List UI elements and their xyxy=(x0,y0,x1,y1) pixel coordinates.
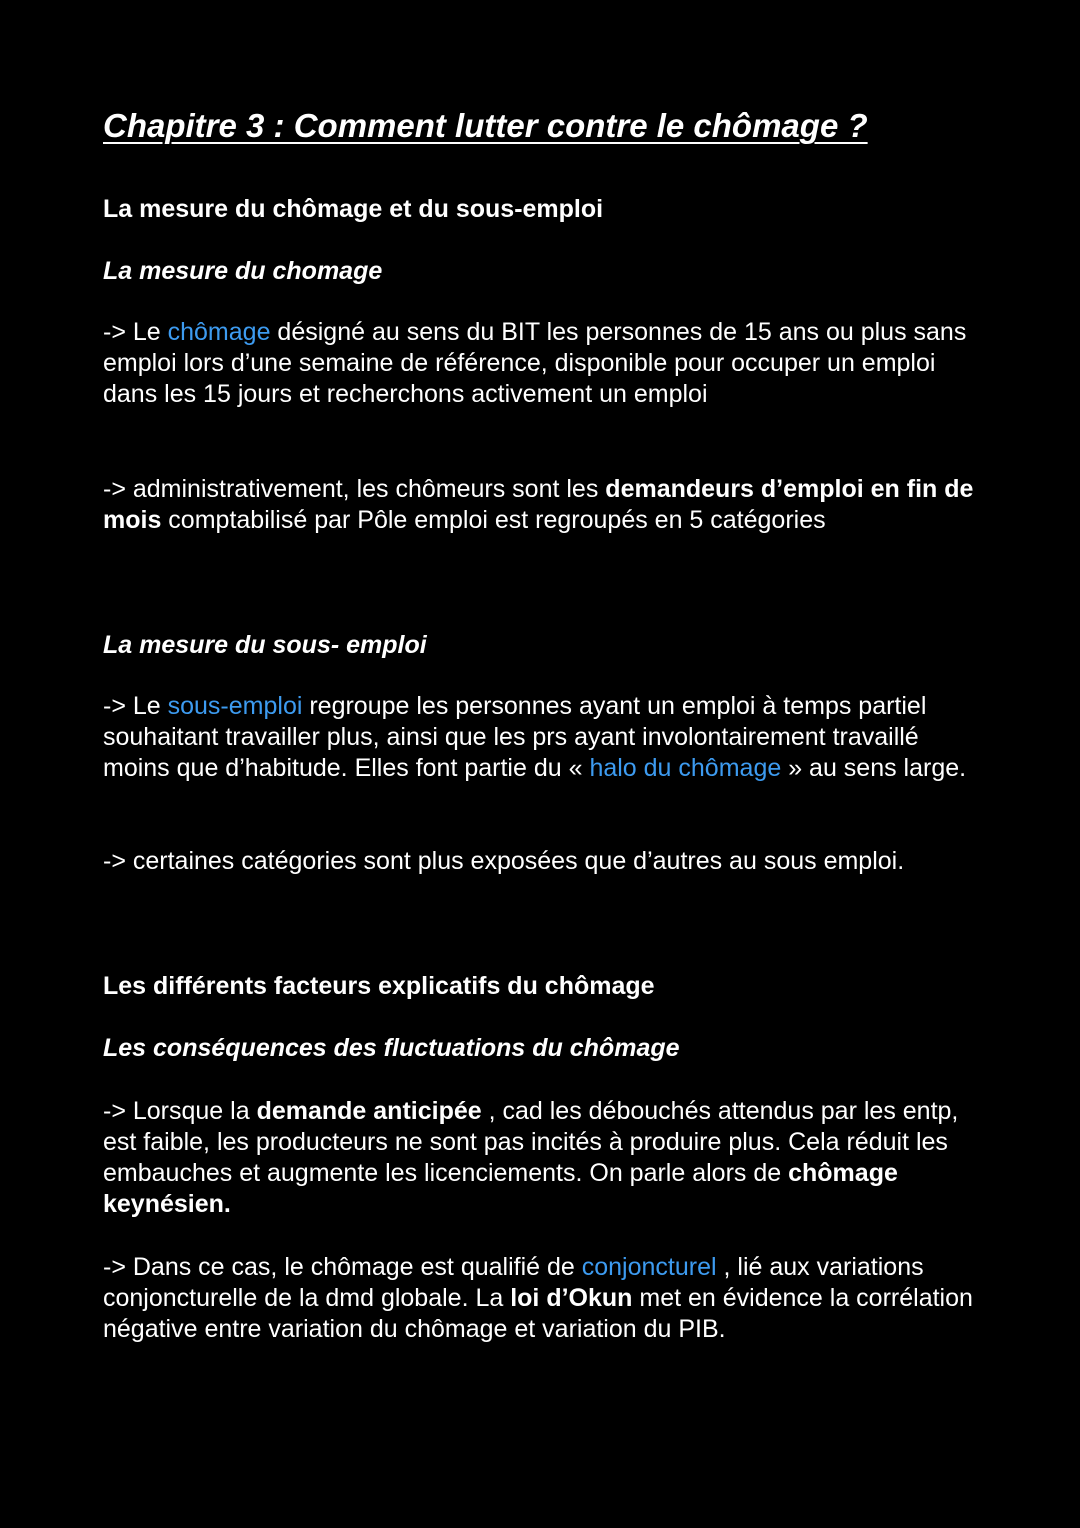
bold-term-chomage-keynesien: chômage keynésien. xyxy=(103,1159,898,1218)
chapter-title: Chapitre 3 : Comment lutter contre le chômage ? xyxy=(103,107,868,144)
section-heading-measurement: La mesure du chômage et du sous-emploi xyxy=(103,195,604,223)
text-segment: , lié aux variations conjoncturelle de la dmd globale. La xyxy=(103,1253,924,1312)
bold-term-demandeurs: demandeurs d’emploi en fin de mois xyxy=(103,475,974,534)
paragraph-exposed-categories: -> certaines catégories sont plus exposées que d’autres au sous emploi. xyxy=(103,847,905,875)
paragraph-unemployment-definition xyxy=(103,317,983,410)
highlight-term-chomage: chômage xyxy=(167,318,271,346)
text-segment: -> Lorsque la xyxy=(103,1097,257,1125)
text-segment: regroupe les personnes ayant un emploi à temps partiel souhaitant travailler plus, ainsi que les prs ayant involontairement travaillé moins que d’habitude. Elles font partie du « xyxy=(103,692,927,782)
text-segment: -> Le xyxy=(103,318,168,346)
subheading-underemployment-measure: La mesure du sous- emploi xyxy=(103,631,427,659)
highlight-term-halo: halo du chômage xyxy=(589,754,782,782)
section-heading-factors: Les différents facteurs explicatifs du chômage xyxy=(103,972,655,1000)
text-segment: désigné au sens du BIT les personnes de 15 ans ou plus sans emploi lors d’une semaine de référence, disponible pour occuper un emploi dans les 15 jours et recherchons activement un emploi xyxy=(103,318,967,408)
paragraph-job-seekers xyxy=(103,474,983,536)
text-segment: -> Le xyxy=(103,692,168,720)
bold-term-demande-anticipee: demande anticipée xyxy=(256,1097,482,1125)
paragraph-anticipated-demand xyxy=(103,1096,983,1220)
paragraph-underemployment-definition xyxy=(103,691,983,784)
bold-term-loi-okun: loi d’Okun xyxy=(510,1284,633,1312)
text-segment: comptabilisé par Pôle emploi est regroupés en 5 catégories xyxy=(161,506,826,534)
text-segment: met en évidence la corrélation négative entre variation du chômage et variation du PIB. xyxy=(103,1284,973,1343)
text-segment: » au sens large. xyxy=(781,754,967,782)
text-segment: , cad les débouchés attendus par les entp, est faible, les producteurs ne sont pas incités à produire plus. Cela réduit les embauches et augmente les licenciements. On parle alors de xyxy=(103,1097,959,1187)
highlight-term-sous-emploi: sous-emploi xyxy=(167,692,303,720)
highlight-term-conjoncturel: conjoncturel xyxy=(581,1253,717,1281)
paragraph-cyclical-unemployment xyxy=(103,1252,983,1345)
subheading-unemployment-measure: La mesure du chomage xyxy=(103,257,383,285)
text-segment: -> Dans ce cas, le chômage est qualifié de xyxy=(103,1253,582,1281)
text-segment: -> administrativement, les chômeurs sont les xyxy=(103,475,606,503)
subheading-fluctuations: Les conséquences des fluctuations du chômage xyxy=(103,1034,680,1062)
